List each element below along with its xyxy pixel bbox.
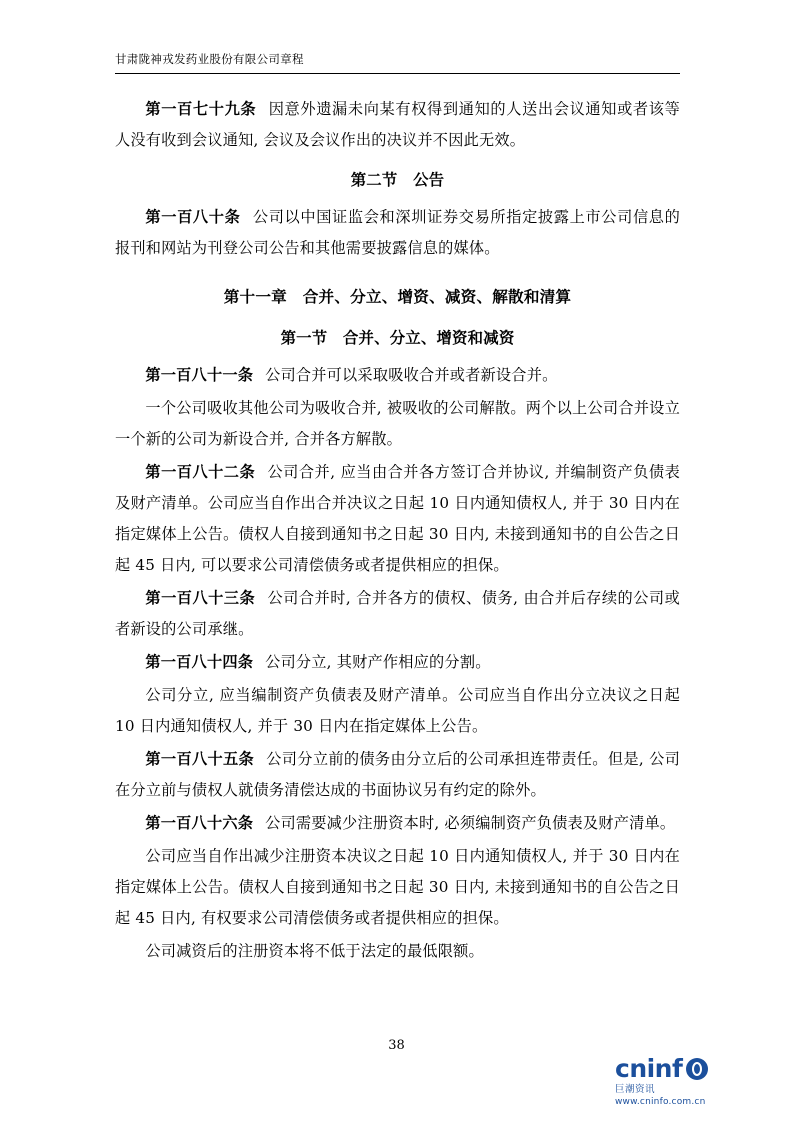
article-182 xyxy=(115,457,680,581)
article-179-text: 因意外遗漏未向某有权得到通知的人送出会议通知或者该等人没有收到会议通知, 会议及会议作出的决议并不因此无效。 xyxy=(115,100,680,149)
cninfo-logo xyxy=(615,1054,765,1107)
article-184-text: 公司分立, 其财产作相应的分割。 xyxy=(265,653,491,671)
article-184-paragraph-2: 公司分立, 应当编制资产负债表及财产清单。公司应当自作出分立决议之日起 10 日内通知债权人, 并于 30 日内在指定媒体上公告。 xyxy=(115,686,680,735)
article-181-label: 第一百八十一条 xyxy=(145,366,254,384)
header-divider xyxy=(115,73,680,74)
article-186-paragraph-3: 公司减资后的注册资本将不低于法定的最低限额。 xyxy=(145,942,484,960)
article-179 xyxy=(115,94,680,156)
article-186-label: 第一百八十六条 xyxy=(145,814,254,832)
page-header: 甘肃陇神戎发药业股份有限公司章程 xyxy=(115,52,304,66)
article-186 xyxy=(115,808,680,839)
article-183-text: 公司合并时, 合并各方的债权、债务, 由合并后存续的公司或者新设的公司承继。 xyxy=(115,589,680,638)
article-183 xyxy=(115,583,680,645)
logo-subtitle: 巨潮资讯 xyxy=(615,1084,656,1095)
section-heading-2: 第二节 公告 xyxy=(350,171,445,189)
article-181 xyxy=(115,360,680,391)
article-180-text: 公司以中国证监会和深圳证券交易所指定披露上市公司信息的报刊和网站为刊登公司公告和其他需要披露信息的媒体。 xyxy=(115,208,681,257)
article-183-label: 第一百八十三条 xyxy=(145,589,256,607)
article-186-text: 公司需要减少注册资本时, 必须编制资产负债表及财产清单。 xyxy=(265,814,676,832)
logo-main-row xyxy=(615,1056,765,1082)
article-179-label: 第一百七十九条 xyxy=(145,100,257,118)
article-185-label: 第一百八十五条 xyxy=(145,750,255,768)
article-185-text: 公司分立前的债务由分立后的公司承担连带责任。但是, 公司在分立前与债权人就债务清偿达成的书面协议另有约定的除外。 xyxy=(115,750,680,799)
page-number: 38 xyxy=(388,1038,405,1053)
article-180-label: 第一百八十条 xyxy=(145,208,241,226)
logo-wordmark: cninf xyxy=(615,1054,683,1083)
article-180 xyxy=(115,202,680,264)
article-184-label: 第一百八十四条 xyxy=(145,653,254,671)
article-186-paragraph-2: 公司应当自作出减少注册资本决议之日起 10 日内通知债权人, 并于 30 日内在指定媒体上公告。债权人自接到通知书之日起 30 日内, 未接到通知书的自公告之日起 45 日内, 有权要求公司清偿债务或者提供相应的担保。 xyxy=(115,847,680,927)
article-184 xyxy=(115,647,680,678)
article-181-text: 公司合并可以采取吸收合并或者新设合并。 xyxy=(265,366,558,384)
section-heading-1: 第一节 合并、分立、增资和减资 xyxy=(280,329,515,347)
article-182-label: 第一百八十二条 xyxy=(145,463,256,481)
cninfo-mark-icon xyxy=(686,1058,708,1080)
article-182-text: 公司合并, 应当由合并各方签订合并协议, 并编制资产负债表及财产清单。公司应当自作出合并决议之日起 10 日内通知债权人, 并于 30 日内在指定媒体上公告。债权人自接到通知书之日起 30 日内, 未接到通知书的自公告之日起 45 日内, 可以要求公司清偿债务或者提供相应的担保。 xyxy=(115,463,680,574)
article-181-paragraph-2: 一个公司吸收其他公司为吸收合并, 被吸收的公司解散。两个以上公司合并设立一个新的公司为新设合并, 合并各方解散。 xyxy=(115,399,680,448)
chapter-heading-11: 第十一章 合并、分立、增资、减资、解散和清算 xyxy=(223,287,572,306)
logo-url: www.cninfo.com.cn xyxy=(615,1097,706,1107)
article-185 xyxy=(115,744,680,806)
document-body xyxy=(115,94,680,969)
